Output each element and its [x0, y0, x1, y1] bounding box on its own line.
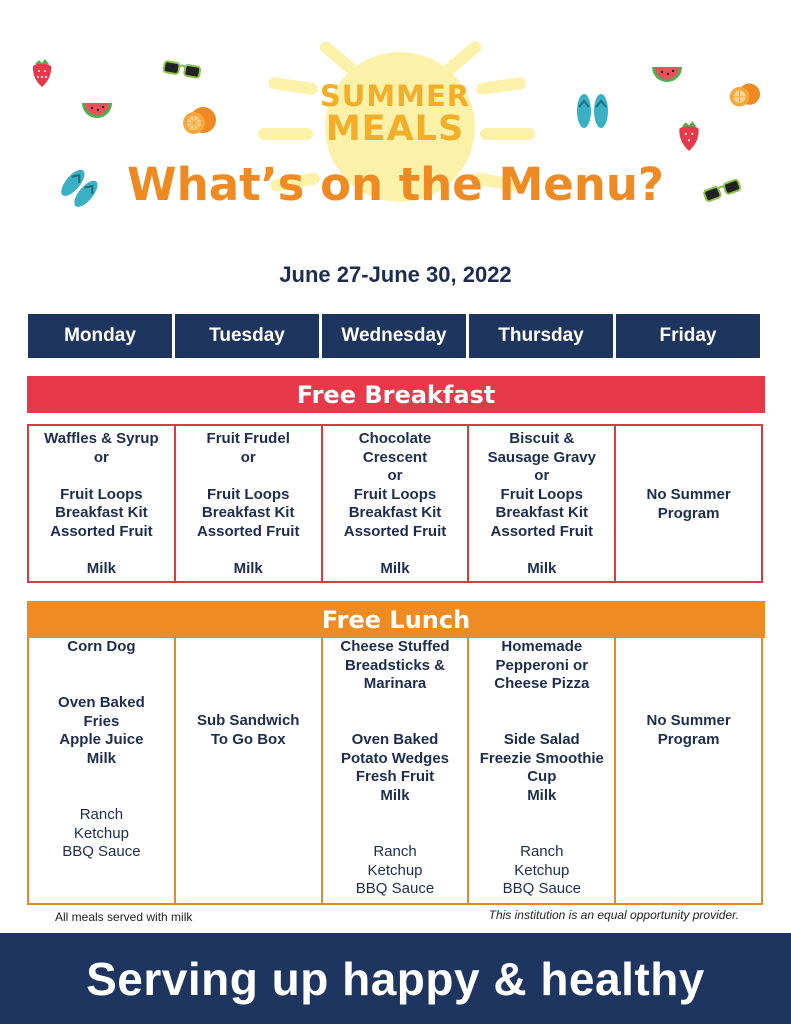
strawberry-icon	[676, 118, 702, 152]
day-header-wednesday: Wednesday	[322, 314, 466, 358]
menu-line: Potato Wedges	[340, 749, 450, 767]
menu-line: Breakfast Kit	[495, 504, 589, 522]
strawberry-icon	[30, 56, 54, 88]
menu-line: Fries	[83, 712, 120, 730]
breakfast-cell-friday	[614, 426, 761, 581]
menu-line: Oven Baked	[351, 731, 439, 748]
menu-line: Milk	[527, 560, 557, 578]
menu-line: Side Salad	[503, 731, 580, 748]
menu-line: Apple Juice	[59, 731, 144, 749]
equal-opportunity-note: This institution is an equal opportunity provider.	[488, 908, 739, 922]
menu-line: Cup	[527, 768, 557, 786]
date-range: June 27-June 30, 2022	[279, 262, 512, 287]
lunch-section-title: Free Lunch	[27, 601, 765, 638]
condiment-line: BBQ Sauce	[62, 843, 141, 861]
menu-line	[469, 542, 614, 561]
breakfast-table	[27, 424, 763, 583]
menu-line: or	[534, 467, 550, 485]
menu-line: Fresh Fruit	[355, 768, 435, 786]
menu-line: Marinara	[363, 675, 427, 693]
sunglasses-icon	[162, 58, 202, 80]
breakfast-cell-monday	[29, 426, 174, 581]
menu-line: Fruit Frudel	[206, 430, 290, 447]
menu-line	[176, 542, 321, 561]
condiment-line: Ketchup	[514, 861, 570, 879]
menu-line: Breakfast Kit	[55, 504, 148, 522]
menu-line: Sausage Gravy	[487, 448, 596, 466]
watermelon-icon	[80, 100, 114, 122]
menu-line: Milk	[380, 560, 410, 578]
lunch-cell-thursday	[467, 637, 614, 903]
menu-line: Oven Baked	[58, 694, 145, 711]
milk-note: All meals served with milk	[55, 910, 193, 924]
menu-line: or	[240, 448, 256, 466]
menu-line: Milk	[527, 786, 557, 804]
menu-line: Sub Sandwich	[196, 712, 300, 729]
page-title: What’s on the Menu?	[127, 158, 664, 211]
orange-icon	[181, 106, 217, 136]
condiment-line: Ranch	[520, 843, 564, 860]
lunch-table	[27, 637, 763, 905]
menu-line: Crescent	[362, 448, 428, 466]
condiment-line: Ranch	[373, 843, 417, 860]
menu-line: Waffles & Syrup	[44, 430, 159, 447]
menu-line: Assorted Fruit	[343, 522, 447, 540]
breakfast-cell-tuesday	[174, 426, 321, 581]
menu-line: Fruit Loops	[500, 485, 584, 503]
menu-line: Program	[657, 504, 720, 522]
menu-line: Milk	[380, 786, 410, 804]
footer-banner	[0, 933, 791, 1024]
menu-line	[176, 467, 321, 486]
menu-line: Biscuit &	[509, 430, 575, 447]
menu-line: Fruit Loops	[60, 485, 143, 503]
menu-line: Corn Dog	[67, 638, 136, 655]
orange-icon	[728, 80, 760, 110]
day-header-thursday: Thursday	[469, 314, 613, 358]
breakfast-section-title: Free Breakfast	[27, 376, 765, 413]
condiment-line: BBQ Sauce	[502, 880, 581, 898]
menu-line: Pepperoni or	[495, 656, 589, 674]
lunch-cell-tuesday	[174, 637, 321, 903]
day-header-monday: Monday	[28, 314, 172, 358]
menu-line: Cheese Stuffed	[340, 638, 450, 655]
condiment-line: Ketchup	[73, 824, 129, 842]
menu-line	[29, 467, 174, 486]
watermelon-icon	[650, 64, 684, 86]
condiment-line: Ketchup	[367, 861, 423, 879]
menu-line: Chocolate	[358, 430, 432, 447]
breakfast-cell-thursday	[467, 426, 614, 581]
menu-line: No Summer	[646, 712, 731, 729]
day-header-tuesday: Tuesday	[175, 314, 319, 358]
menu-line: Assorted Fruit	[196, 522, 300, 540]
footer-tagline: Serving up happy & healthy	[86, 952, 705, 1005]
menu-line: Freezie Smoothie	[479, 749, 604, 767]
menu-line	[323, 542, 468, 561]
menu-line	[29, 542, 174, 561]
menu-line: No Summer	[646, 486, 731, 503]
menu-line: Milk	[86, 560, 116, 578]
menu-line: Breadsticks &	[344, 656, 446, 674]
lunch-cell-friday	[614, 637, 761, 903]
summer-meals-line2: MEALS	[325, 108, 465, 149]
menu-line: or	[93, 448, 109, 466]
menu-line: Homemade	[501, 638, 583, 655]
day-header-row	[28, 314, 760, 358]
menu-line: Fruit Loops	[353, 485, 437, 503]
menu-line: Milk	[233, 560, 263, 578]
menu-line: To Go Box	[210, 730, 286, 748]
summer-meals-logo	[300, 79, 490, 149]
condiment-line: Ranch	[79, 806, 124, 823]
menu-line: Fruit Loops	[206, 485, 290, 503]
menu-line: Breakfast Kit	[348, 504, 442, 522]
menu-line: Milk	[86, 749, 116, 767]
menu-line: Assorted Fruit	[50, 522, 153, 540]
breakfast-cell-wednesday	[321, 426, 468, 581]
menu-line: Assorted Fruit	[490, 522, 594, 540]
lunch-cell-wednesday	[321, 637, 468, 903]
lunch-cell-monday	[29, 637, 174, 903]
menu-line: Breakfast Kit	[201, 504, 295, 522]
condiment-line: BBQ Sauce	[355, 880, 435, 898]
menu-line: or	[387, 467, 403, 485]
summer-meals-line1: SUMMER	[319, 79, 471, 113]
menu-line: Cheese Pizza	[494, 675, 590, 693]
day-header-friday: Friday	[616, 314, 760, 358]
flip-flops-icon	[574, 92, 612, 130]
menu-line: Program	[657, 730, 720, 748]
